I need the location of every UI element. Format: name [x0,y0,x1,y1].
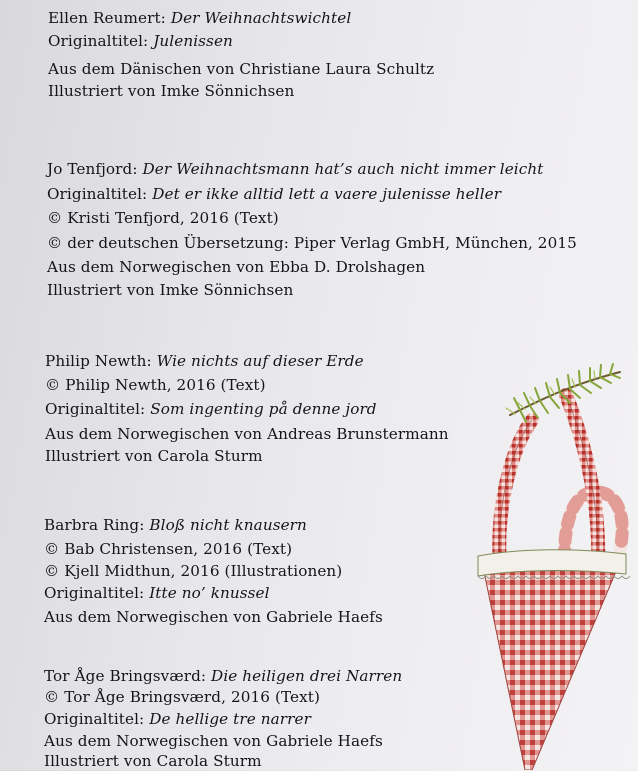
credit-lead: Illustriert von Carola Sturm [44,752,262,770]
credit-line [48,8,351,28]
credit-title: De hellige tre narrer [149,710,311,728]
credit-lead: Aus dem Norwegischen von Gabriele Haefs [44,608,383,626]
credit-lead: © der deutschen Übersetzung: Piper Verlag GmbH, München, 2015 [47,234,577,252]
credit-lead: Originaltitel: [47,185,153,203]
credit-lead: Aus dem Norwegischen von Gabriele Haefs [44,732,383,750]
credit-line [47,159,543,179]
gingham-cone-illustration-icon [470,360,638,770]
credit-title: Itte no’ knussel [149,584,270,602]
credit-line [44,687,320,707]
credit-lead: Originaltitel: [48,32,154,50]
credit-line [48,59,434,79]
credit-lead: Illustriert von Imke Sönnichsen [47,281,294,299]
credit-lead: Jo Tenfjord: [47,160,143,178]
credit-line [45,446,263,466]
credit-lead: Originaltitel: [44,584,150,602]
credit-title: Det er ikke alltid lett a vaere julenisse heller [152,185,502,203]
credit-line [47,280,293,300]
credit-lead: Tor Åge Bringsværd: [44,667,212,685]
credit-lead: Originaltitel: [45,400,151,418]
credit-line [47,184,501,204]
credit-line [44,709,311,729]
credit-lead: Barbra Ring: [44,516,150,534]
credit-lead: © Philip Newth, 2016 (Text) [45,376,266,394]
credit-lead: © Kjell Midthun, 2016 (Illustrationen) [44,562,343,580]
credit-lead: Ellen Reumert: [48,9,171,27]
credit-title: Julenissen [153,32,233,50]
credit-lead: © Kristi Tenfjord, 2016 (Text) [47,209,279,227]
credit-lead: © Tor Åge Bringsværd, 2016 (Text) [44,688,321,706]
credit-lead: Philip Newth: [45,352,157,370]
credit-line [44,751,262,771]
credit-line [44,561,342,581]
credit-line [48,81,294,101]
credit-line [44,515,307,535]
credit-lead: © Bab Christensen, 2016 (Text) [44,540,293,558]
credit-lead: Illustriert von Imke Sönnichsen [48,82,295,100]
credit-line [48,31,233,51]
credit-title: Die heiligen drei Narren [211,667,403,685]
credit-lead: Originaltitel: [44,710,150,728]
credit-lead: Aus dem Norwegischen von Ebba D. Drolshagen [47,258,426,276]
credit-line [47,233,577,253]
credit-title: Wie nichts auf dieser Erde [156,352,364,370]
credit-line [45,375,266,395]
credit-line [44,539,292,559]
credit-title: Der Weihnachtswichtel [170,9,352,27]
credit-line [44,731,383,751]
credit-title: Bloß nicht knausern [149,516,307,534]
credit-line [44,607,383,627]
credit-lead: Aus dem Norwegischen von Andreas Brunstermann [45,425,449,443]
credit-line [47,257,425,277]
credit-title: Som ingenting på denne jord [150,400,377,418]
credit-line [44,583,270,603]
credit-lead: Illustriert von Carola Sturm [45,447,263,465]
credit-title: Der Weihnachtsmann hat’s auch nicht immer leicht [142,160,544,178]
credit-line [44,666,402,686]
credit-line [47,208,279,228]
credit-line [45,399,377,419]
credit-line [45,351,364,371]
credit-line [45,424,449,444]
credit-lead: Aus dem Dänischen von Christiane Laura Schultz [48,60,435,78]
